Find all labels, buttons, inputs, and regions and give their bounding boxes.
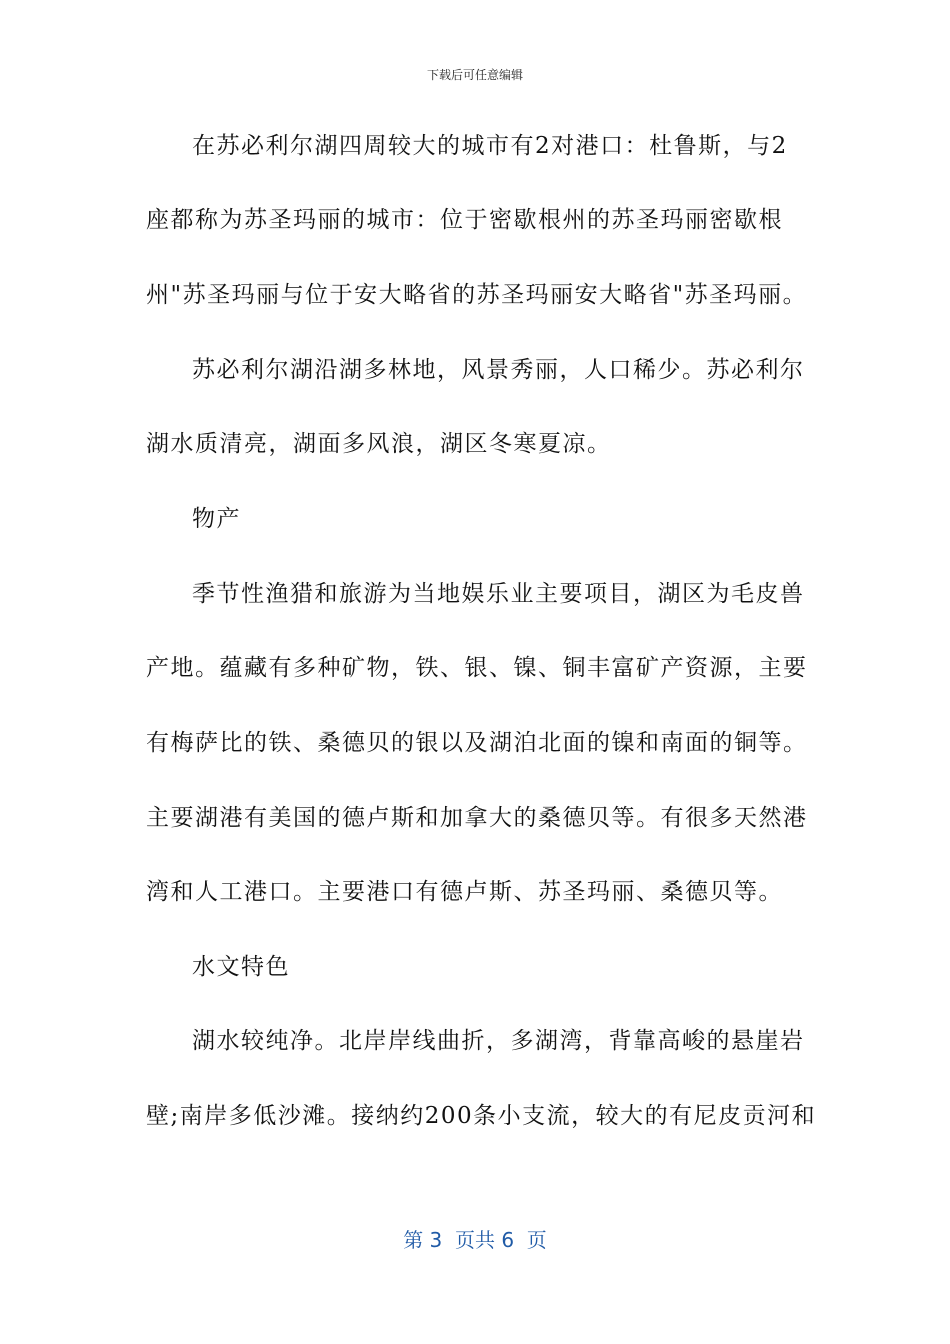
body-line-2: 座都称为苏圣玛丽的城市：位于密歇根州的苏圣玛丽密歇根 xyxy=(146,207,783,233)
body-line-3: 州"苏圣玛丽与位于安大略省的苏圣玛丽安大略省"苏圣玛丽。 xyxy=(146,282,808,308)
section-heading-products: 物产 xyxy=(192,506,241,532)
body-line-13: 湖水较纯净。北岸岸线曲折，多湖湾，背靠高峻的悬崖岩 xyxy=(192,1028,805,1054)
section-heading-hydrology: 水文特色 xyxy=(192,954,290,980)
body-line-1: 在苏必利尔湖四周较大的城市有2对港口：杜鲁斯，与2 xyxy=(192,133,788,159)
body-line-14: 壁;南岸多低沙滩。接纳约200条小支流，较大的有尼皮贡河和 xyxy=(146,1103,817,1129)
body-line-7: 季节性渔猎和旅游为当地娱乐业主要项目，湖区为毛皮兽 xyxy=(192,581,805,607)
body-line-11: 湾和人工港口。主要港口有德卢斯、苏圣玛丽、桑德贝等。 xyxy=(146,879,783,905)
body-line-8: 产地。蕴藏有多种矿物，铁、银、镍、铜丰富矿产资源，主要 xyxy=(146,655,808,681)
body-line-4: 苏必利尔湖沿湖多林地，风景秀丽，人口稀少。苏必利尔 xyxy=(192,357,805,383)
page-footer: 第 3 页共 6 页 xyxy=(403,1228,547,1252)
body-line-9: 有梅萨比的铁、桑德贝的银以及湖泊北面的镍和南面的铜等。 xyxy=(146,730,808,756)
body-line-10: 主要湖港有美国的德卢斯和加拿大的桑德贝等。有很多天然港 xyxy=(146,805,808,831)
page-header: 下载后可任意编辑 xyxy=(426,68,523,82)
body-line-5: 湖水质清亮，湖面多风浪，湖区冬寒夏凉。 xyxy=(146,431,612,457)
